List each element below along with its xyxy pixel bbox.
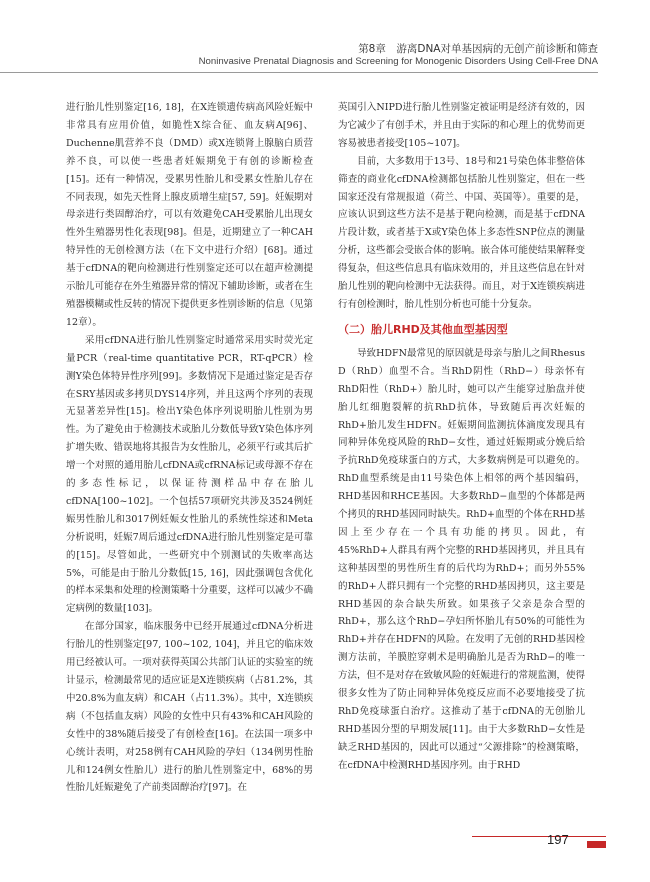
paragraph: 在部分国家，临床服务中已经开展通过cfDNA分析进行胎儿的性别鉴定[97, 100~102, 104]，并且它的临床效用已经被认可。一项对获得英国公共部门认证的实验室的统计显示，检测最常见的适应证是X连锁疾病（占81.2%，其中20.8%为血友病）和CAH（占11.3%）。其中，X连锁疾病（不包括血友病）风险的女性中只有43%和CAH风险的女性中的38%随后接受了有创检查[16]。在法国一项多中心统计表明，对258例有CAH风险的孕妇（134例男性胎儿和124例女性胎儿）进行的胎儿性别鉴定中，68%的男性胎儿妊娠避免了产前类固醇治疗[97]。在 xyxy=(66,621,314,794)
paragraph: 英国引入NIPD进行胎儿性别鉴定被证明是经济有效的，因为它减少了有创手术，并且由于实际的和心理上的优势而更容易被患者接受[105~107]。 xyxy=(338,102,586,149)
paragraph: 目前，大多数用于13号、18号和21号染色体非整倍体筛查的商业化cfDNA检测都包括胎儿性别鉴定，但在一些国家还没有常规报道（荷兰、中国、英国等）。重要的是，应该认识到这些方法不是基于靶向检测，而是基于cfDNA片段计数，或者基于X或Y染色体上多态性SNP位点的测量分析，这些都会受嵌合体的影响。嵌合体可能使结果解释变得复杂，但这些信息具有临床效用的，并且这些信息在针对胎儿性别的靶向检测中无法获得。而且，对于X连锁疾病进行有创检测时，胎儿性别分析也可能十分复杂。 xyxy=(338,155,586,310)
paragraph: 进行胎儿性别鉴定[16, 18]，在X连锁遗传病高风险妊娠中非常具有应用价值，如脆性X综合征、血友病A[96]、Duchenne肌营养不良（DMD）或X连锁肾上腺脑白质营养不良，可以使一些患者妊娠期免于有创的诊断检查[15]。还有一种情况，受累男性胎儿和受累女性胎儿存在不同表现，如先天性肾上腺皮质增生症[57, 59]。妊娠期对母亲进行类固醇治疗，可以有效避免CAH受累胎儿出现女性外生殖器男性化表现[98]。但是，近期建立了一种CAH特异性的无创检测方法（在下文中进行介绍）[68]。通过基于cfDNA的靶向检测进行性别鉴定还可以在超声检测提示胎儿可能存在外生殖器异常的情况下辅助诊断，或者在生殖器模糊或性反转的情况下提供更多性别诊断的信息（见第12章）。 xyxy=(66,102,314,328)
left-column xyxy=(66,99,313,797)
section-heading: （二）胎儿RHD及其他血型基因型 xyxy=(338,322,508,336)
page-number: 197 xyxy=(547,832,569,847)
footer-accent-bar xyxy=(587,841,606,848)
right-column xyxy=(338,99,585,775)
paragraph: 导致HDFN最常见的原因就是母亲与胎儿之间Rhesus D（RhD）血型不合。当RhD阴性（RhD−）母亲怀有RhD阳性（RhD+）胎儿时，她可以产生能穿过胎盘并使胎儿红细胞裂解的抗RhD抗体，导致随后再次妊娠的RhD+胎儿发生HDFN。妊娠期间监测抗体滴度发现具有同种异体免疫风险的RhD−女性，通过妊娠期或分娩后给予抗RhD免疫球蛋白的方式，大多数病例是可以避免的。RhD血型系统是由11号染色体上相邻的两个基因编码，RHD基因和RHCE基因。大多数RhD−血型的个体都是两个拷贝的RHD基因同时缺失。RhD+血型的个体在RHD基因上至少存在一个具有功能的拷贝。因此，有45%RhD+人群具有两个完整的RHD基因拷贝，并且具有这种基因型的男性所生育的后代均为RhD+；而另外55%的RhD+人群只拥有一个完整的RHD基因拷贝，这主要是RHD基因的杂合缺失所致。如果孩子父亲是杂合型的RhD+，那么这个RhD−孕妇所怀胎儿有50%的可能性为RhD+并存在HDFN的风险。在发明了无创的RHD基因检测方法前，羊膜腔穿刺术是明确胎儿是否为RhD−的唯一方法，但不是对存在致敏风险的妊娠进行的常规监测，使得很多女性为了防止同种异体免疫反应而不必要地接受了抗RhD免疫球蛋白治疗。这推动了基于cfDNA的无创胎儿RHD基因分型的早期发展[11]。由于大多数RhD−女性是缺乏RHD基因的，因此可以通过“父源排除”的检测策略，在cfDNA中检测RHD基因序列。由于RHD xyxy=(338,347,586,771)
chapter-title-english: Noninvasive Prenatal Diagnosis and Screening for Monogenic Disorders Using Cell-Free DNA xyxy=(198,56,598,67)
chapter-title: 第8章 游离DNA对单基因病的无创产前诊断和筛查 xyxy=(358,43,598,55)
header-divider xyxy=(0,72,598,73)
footer-rule xyxy=(472,836,606,837)
paragraph: 采用cfDNA进行胎儿性别鉴定时通常采用实时荧光定量PCR（real-time quantitative PCR，RT-qPCR）检测Y染色体特异性序列[99]。多数情况下是通过鉴定是否存在SRY基因或多拷贝DYS14序列，并且这两个序列的表现无显著差异性[15]。检出Y染色体序列说明胎儿性别为男性。为了避免由于检测技术或胎儿分数低导致Y染色体序列扩增失败、错误地将其报告为女性胎儿，必须平行或其后扩增一个对照的通用胎儿cfDNA或cfRNA标记或母源不存在的多态性标记，以保证待测样品中存在胎儿cfDNA[100~102]。一个包括57项研究共涉及3524例妊娠男性胎儿和3017例妊娠女性胎儿的系统性综述和Meta分析说明，妊娠7周后通过cfDNA进行胎儿性别鉴定是可靠的[15]。尽管如此，一些研究中个别测试的失败率高达5%，可能是由于胎儿分数低[15, 16]，因此强调包含优化的样本采集和处理的检测策略十分重要，这样可以减少不确定病例的数量[103]。 xyxy=(66,334,314,615)
